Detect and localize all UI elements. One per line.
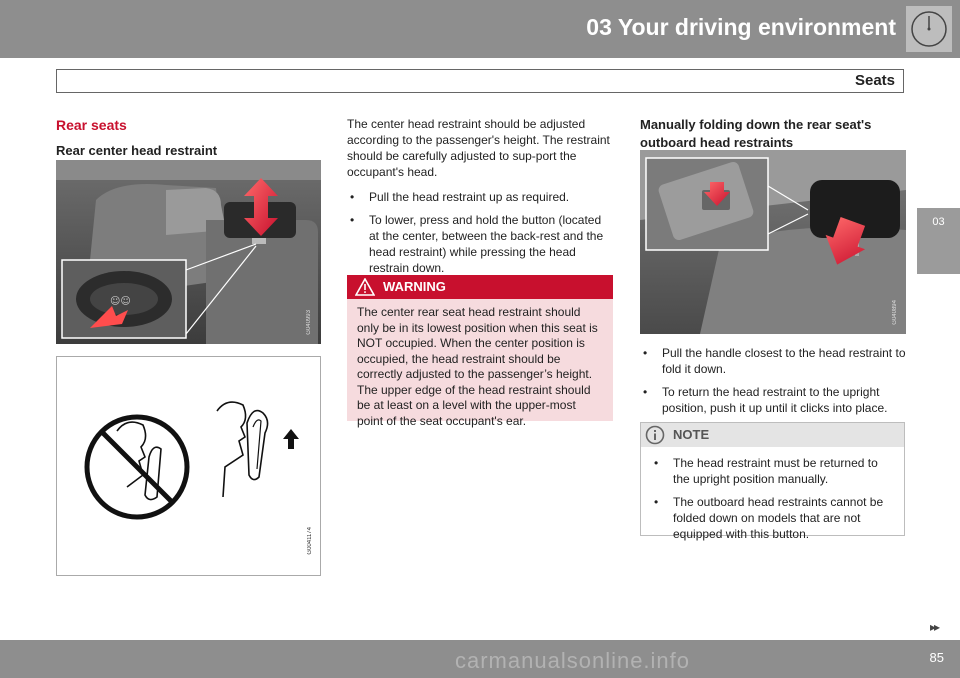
chapter-side-tab[interactable] <box>917 208 960 272</box>
next-page-arrows-icon[interactable]: ▸▸ <box>929 620 938 634</box>
warning-header <box>347 275 613 299</box>
list-item: • The outboard head restraints cannot be folded down on models that are not equipped with this button. <box>651 494 896 542</box>
note-text <box>641 447 904 542</box>
dial-icon <box>906 6 952 52</box>
info-icon <box>645 425 665 445</box>
side-tab-divider <box>917 272 960 274</box>
warning-text: The center rear seat head restraint should only be in its lowest position when this seat is NOT occupied. When the center position is occupied, the head restraint should be correctly adjusted to the passenger’s height. The upper edge of the head restraint should be at least on a level with the upper-most point of the seat occupant's ear. <box>357 305 598 428</box>
warning-triangle-icon <box>355 278 375 296</box>
center-restraint-intro: The center head restraint should be adjusted according to the passenger's height. The restraint should be carefully adjusted to sup-port the occupant's head. <box>347 117 610 179</box>
list-item: • To return the head restraint to the upright position, push it up until it clicks into place. <box>640 384 908 416</box>
section-bar <box>56 69 904 93</box>
page-number: 85 <box>929 650 944 665</box>
chapter-side-tab-label: 03 <box>932 216 945 228</box>
center-restraint-text <box>347 116 613 283</box>
list-item: • The head restraint must be returned to the upright position manually. <box>651 455 896 487</box>
photo3-code: G040894 <box>892 300 898 325</box>
watermark: carmanualsonline.info <box>455 648 691 673</box>
list-item: • Pull the handle closest to the head restraint to fold it down. <box>640 345 908 377</box>
section-title: Seats <box>854 72 895 89</box>
rear-seats-heading: Rear seats <box>56 117 127 133</box>
center-head-restraint-photo <box>56 160 321 344</box>
photo1-code: G040993 <box>306 310 312 335</box>
photo2-code: G0041174 <box>307 527 313 555</box>
note-title: NOTE <box>673 427 710 442</box>
warning-title: WARNING <box>383 279 446 294</box>
list-item: • To lower, press and hold the button (located at the center, between the back-rest and the head restraint) while pressing the head restrain down. <box>347 212 613 276</box>
outboard-head-restraint-photo <box>640 150 906 334</box>
folding-head-restraints-heading: Manually folding down the rear seat's outboard head restraints <box>640 117 872 150</box>
note-box <box>640 422 905 541</box>
chapter-title: 03 Your driving environment <box>586 14 896 40</box>
rear-center-head-restraint-heading: Rear center head restraint <box>56 143 218 158</box>
svg-text:☺☺: ☺☺ <box>110 296 131 307</box>
note-header <box>641 423 904 447</box>
folding-instructions <box>640 345 908 423</box>
warning-box <box>347 275 613 428</box>
list-item: • Pull the head restraint up as required. <box>347 189 613 205</box>
head-restraint-prohibition-illustration <box>56 356 321 576</box>
